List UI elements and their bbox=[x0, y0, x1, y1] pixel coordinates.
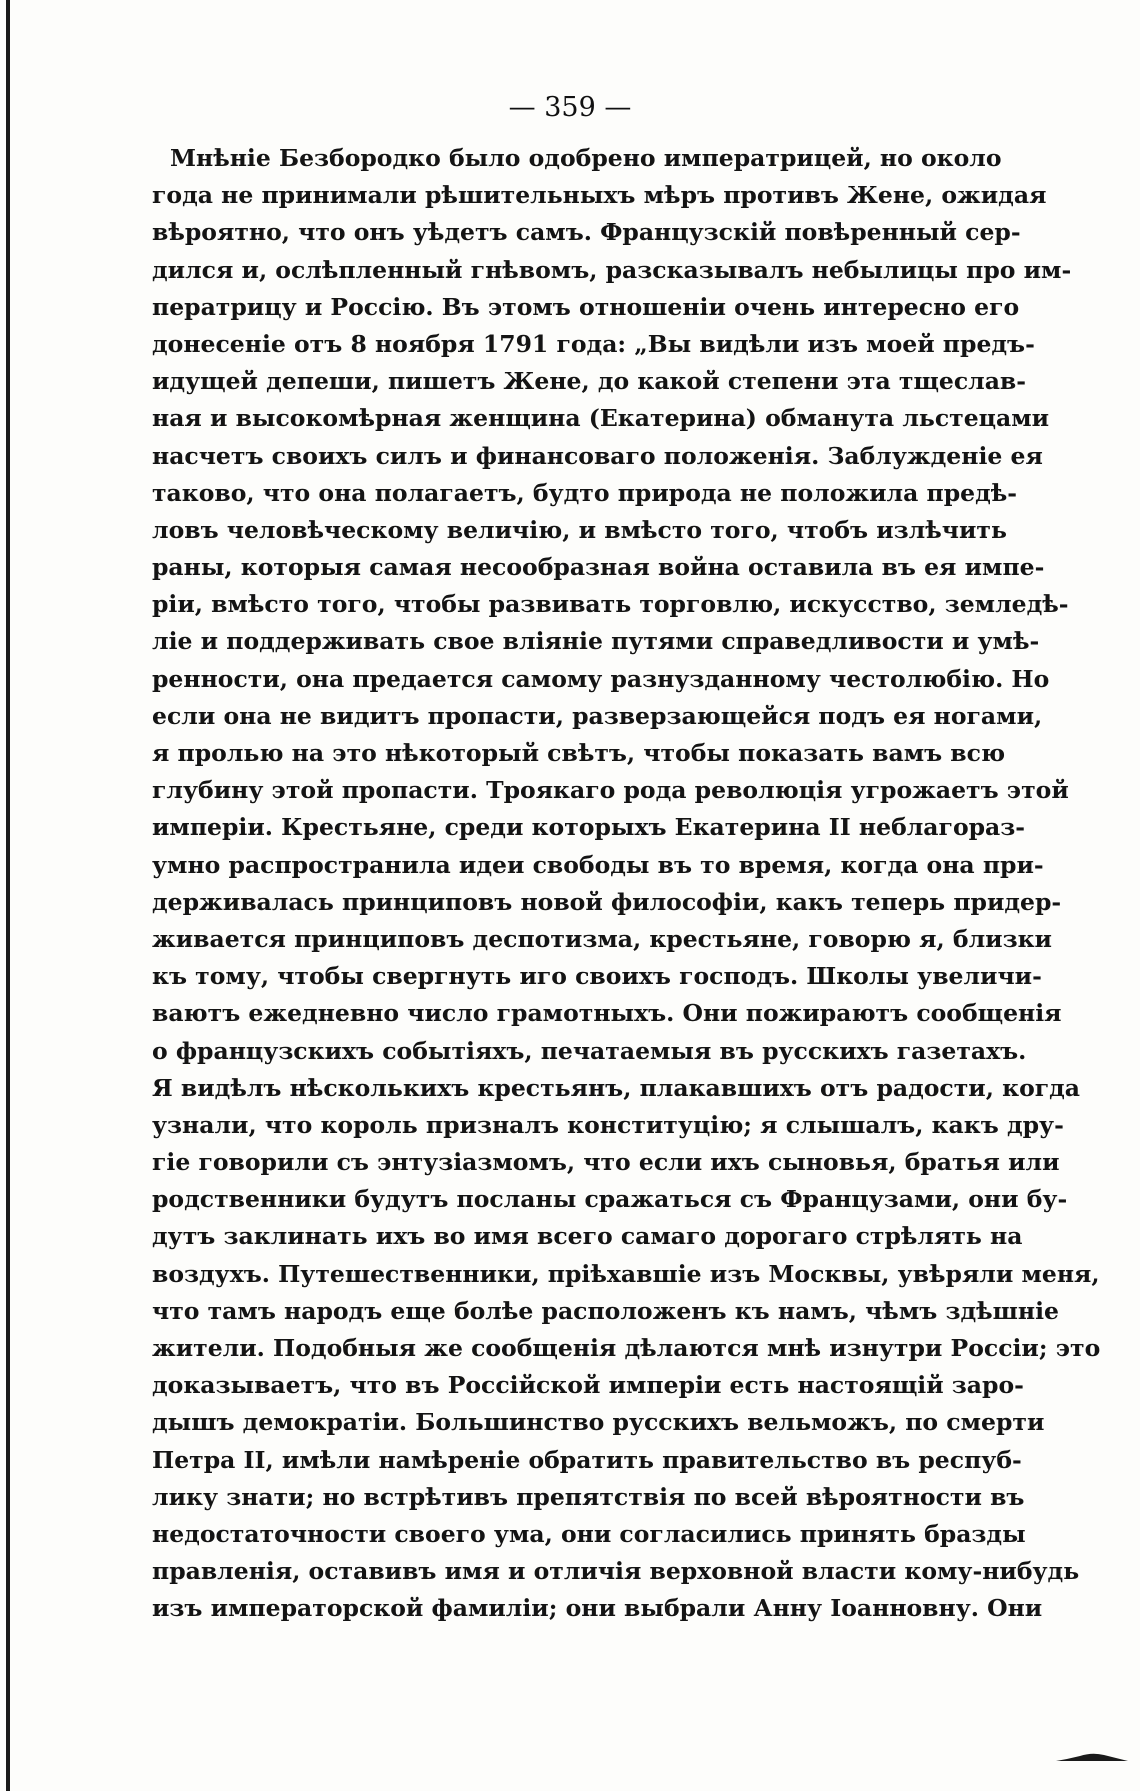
text-line: изъ императорской фамиліи; они выбрали Анну Іоанновну. Они bbox=[152, 1594, 1043, 1623]
text-line: ператрицу и Россію. Въ этомъ отношеніи очень интересно его bbox=[152, 292, 1020, 321]
text-line: умно распространила идеи свободы въ то время, когда она при- bbox=[152, 850, 1044, 879]
text-line: что тамъ народъ еще болѣе расположенъ къ намъ, чѣмъ здѣшніе bbox=[152, 1296, 1059, 1325]
text-line: имперіи. Крестьяне, среди которыхъ Екатерина II неблагораз- bbox=[152, 813, 1026, 842]
text-line: лику знати; но встрѣтивъ препятствія по всей вѣроятности въ bbox=[152, 1482, 1025, 1511]
text-line: Мнѣніе Безбородко было одобрено императрицей, но около bbox=[170, 144, 1002, 172]
text-line: воздухъ. Путешественники, пріѣхавшіе изъ Москвы, увѣряли меня, bbox=[152, 1259, 1100, 1288]
text-line: о французскихъ событіяхъ, печатаемыя въ русскихъ газетахъ. bbox=[152, 1036, 1027, 1065]
text-line: ліе и поддерживать свое вліяніе путями справедливости и умѣ- bbox=[152, 627, 1040, 656]
text-line: узнали, что король призналъ конституцію; я слышалъ, какъ дру- bbox=[152, 1110, 1064, 1139]
page-number: — 359 — bbox=[508, 92, 632, 123]
text-line: ваютъ ежедневно число грамотныхъ. Они пожираютъ сообщенія bbox=[152, 999, 1062, 1028]
ink-smudge-icon bbox=[1056, 1752, 1128, 1762]
text-line: насчетъ своихъ силъ и финансоваго положенія. Заблужденіе ея bbox=[152, 441, 1043, 470]
text-line: недостаточности своего ума, они согласились принять бразды bbox=[152, 1519, 1026, 1548]
text-line: года не принимали рѣшительныхъ мѣръ противъ Жене, ожидая bbox=[152, 181, 1047, 210]
text-line: таково, что она полагаетъ, будто природа не положила предѣ- bbox=[152, 478, 1018, 507]
text-line: дутъ заклинать ихъ во имя всего самаго дорогаго стрѣлять на bbox=[152, 1222, 1023, 1251]
text-line: идущей депеши, пишетъ Жене, до какой степени эта тщеслав- bbox=[152, 367, 1027, 396]
text-line: доказываетъ, что въ Россійской имперіи есть настоящій заро- bbox=[152, 1371, 1024, 1400]
text-line: раны, которыя самая несообразная война оставила въ ея импе- bbox=[152, 553, 1045, 582]
text-line: правленія, оставивъ имя и отличія верховной власти кому-нибудь bbox=[152, 1557, 1080, 1586]
text-line: гіе говорили съ энтузіазмомъ, что если ихъ сыновья, братья или bbox=[152, 1148, 1060, 1177]
body-text bbox=[152, 140, 1101, 1628]
text-line: Я видѣлъ нѣсколькихъ крестьянъ, плакавшихъ отъ радости, когда bbox=[152, 1073, 1081, 1102]
text-line: держивалась принциповъ новой философіи, какъ теперь придер- bbox=[152, 887, 1062, 916]
text-line: я пролью на это нѣкоторый свѣтъ, чтобы показать вамъ всю bbox=[152, 739, 1006, 767]
text-line: дился и, ослѣпленный гнѣвомъ, разсказывалъ небылицы про им- bbox=[152, 255, 1072, 284]
text-line: жители. Подобныя же сообщенія дѣлаются мнѣ изнутри Россіи; это bbox=[152, 1334, 1101, 1362]
text-line: ная и высокомѣрная женщина (Екатерина) обманута льстецами bbox=[152, 404, 1050, 433]
text-line: если она не видитъ пропасти, разверзающейся подъ ея ногами, bbox=[152, 701, 1043, 730]
text-line: ловъ человѣческому величію, и вмѣсто того, чтобъ излѣчить bbox=[152, 515, 1007, 544]
text-line: Петра II, имѣли намѣреніе обратить правительство въ респуб- bbox=[152, 1445, 1022, 1474]
text-line: дышъ демократіи. Большинство русскихъ вельможъ, по смерти bbox=[152, 1408, 1045, 1437]
text-line: ріи, вмѣсто того, чтобы развивать торговлю, искусство, земледѣ- bbox=[152, 590, 1069, 619]
text-line: родственники будутъ посланы сражаться съ Французами, они бу- bbox=[152, 1185, 1068, 1214]
text-line: глубину этой пропасти. Троякаго рода революція угрожаетъ этой bbox=[152, 776, 1069, 805]
text-line: ренности, она предается самому разнузданному честолюбію. Но bbox=[152, 664, 1050, 693]
page-binding-edge bbox=[6, 0, 10, 1791]
text-line: къ тому, чтобы свергнуть иго своихъ господъ. Школы увеличи- bbox=[152, 962, 1042, 991]
text-line: вѣроятно, что онъ уѣдетъ самъ. Французскій повѣренный сер- bbox=[152, 218, 1021, 247]
text-line: донесеніе отъ 8 ноября 1791 года: „Вы видѣли изъ моей предъ- bbox=[152, 329, 1035, 358]
text-line: живается принциповъ деспотизма, крестьяне, говорю я, близки bbox=[152, 924, 1052, 953]
